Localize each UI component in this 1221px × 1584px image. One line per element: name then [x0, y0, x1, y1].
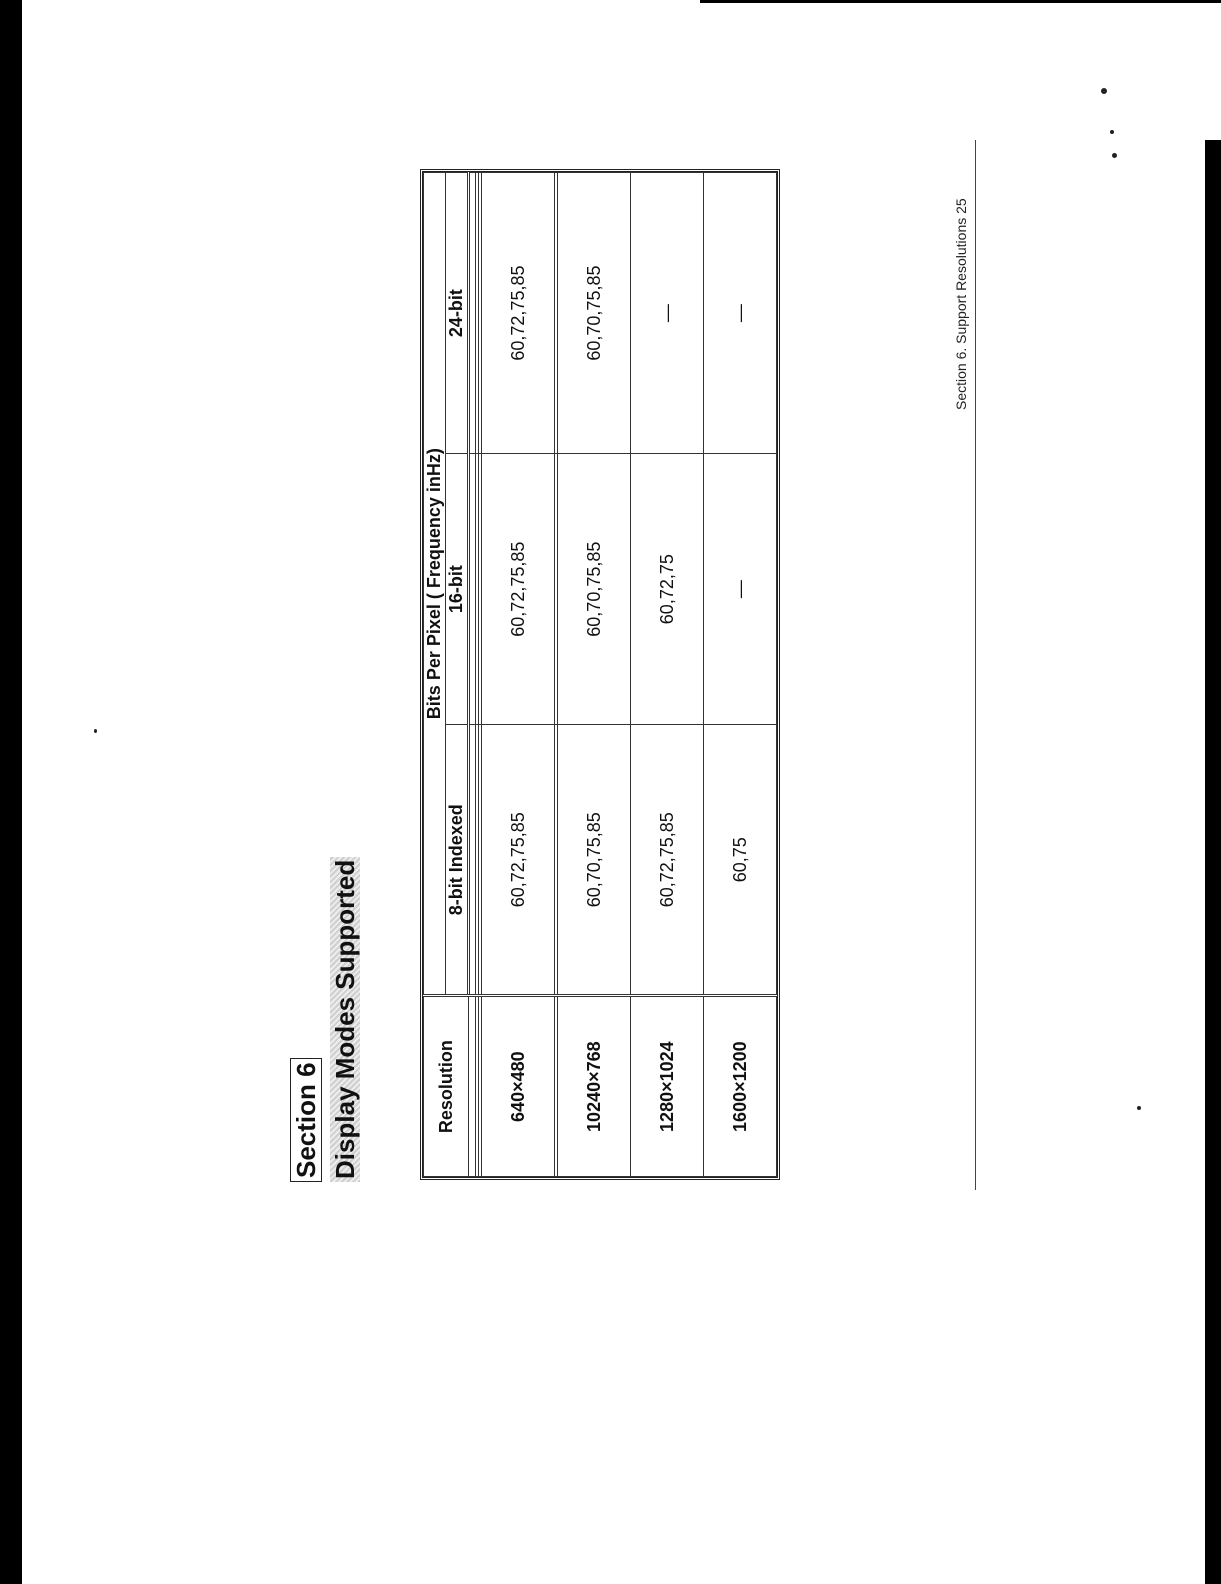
- scan-speck: [1137, 1106, 1141, 1110]
- value-cell: —: [704, 173, 777, 454]
- table-row: [704, 173, 777, 1177]
- value-cell: [469, 725, 476, 996]
- scan-speck: [1110, 130, 1114, 134]
- section-title: Section 6: [290, 1058, 322, 1182]
- resolution-cell: 10240×768: [558, 996, 631, 1177]
- running-header: Section 6. Support Resolutions 25: [953, 198, 969, 410]
- column-header-8bit: 8-bit Indexed: [446, 725, 469, 996]
- table-row: [558, 173, 631, 1177]
- value-cell: [469, 454, 476, 725]
- value-cell: 60,72,75,85: [482, 173, 555, 454]
- resolution-cell: [469, 996, 476, 1177]
- value-cell: 60,70,75,85: [558, 173, 631, 454]
- value-cell: 60,70,75,85: [558, 454, 631, 725]
- resolution-cell: 1600×1200: [704, 996, 777, 1177]
- bits-per-pixel-header: Bits Per Pixel ( Frequency inHz): [424, 173, 446, 996]
- value-cell: —: [631, 173, 704, 454]
- resolution-cell: 1280×1024: [631, 996, 704, 1177]
- scan-speck: [1112, 153, 1117, 158]
- value-cell: 60,72,75,85: [631, 725, 704, 996]
- column-header-24bit: 24-bit: [446, 173, 469, 454]
- display-modes-table: [420, 169, 780, 1180]
- table-row: [469, 173, 476, 1177]
- value-cell: 60,72,75,85: [482, 454, 555, 725]
- scan-speck: [1101, 88, 1107, 94]
- value-cell: 60,70,75,85: [558, 725, 631, 996]
- column-header-16bit: 16-bit: [446, 454, 469, 725]
- table-row: [482, 173, 555, 1177]
- value-cell: 60,72,75,85: [482, 725, 555, 996]
- value-cell: [469, 173, 476, 454]
- scan-edge-right: [1205, 140, 1221, 1584]
- value-cell: 60,72,75: [631, 454, 704, 725]
- table-row: [631, 173, 704, 1177]
- value-cell: —: [704, 454, 777, 725]
- resolution-header: Resolution: [424, 996, 469, 1177]
- resolution-cell: 640×480: [482, 996, 555, 1177]
- value-cell: 60,75: [704, 725, 777, 996]
- page-subtitle: Display Modes Supported: [330, 857, 360, 1182]
- header-rule: [975, 140, 976, 1190]
